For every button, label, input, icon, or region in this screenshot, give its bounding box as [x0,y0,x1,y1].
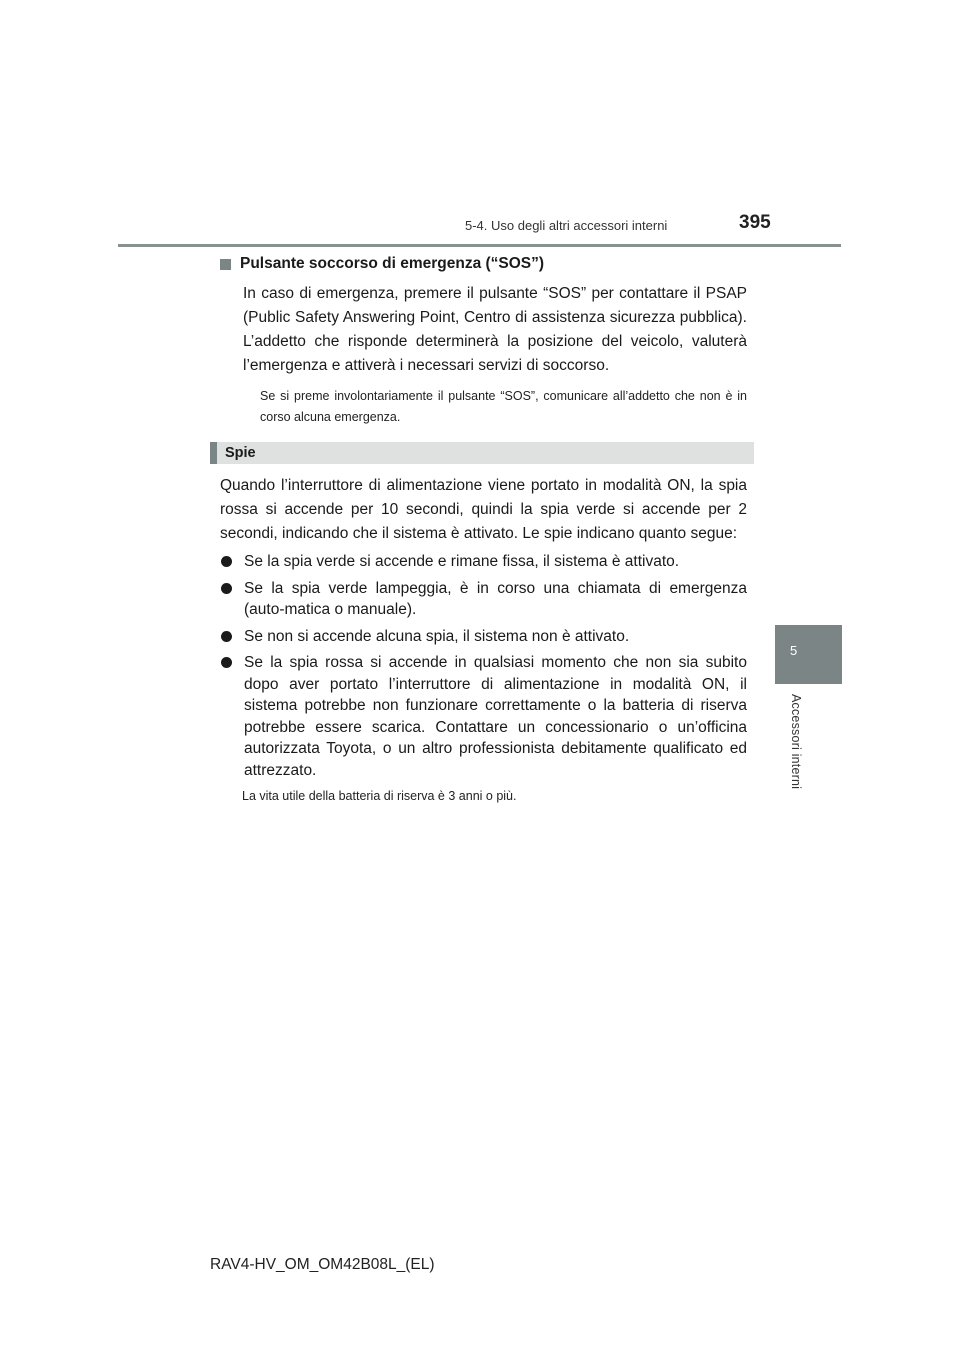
list-item [220,578,747,621]
bullet-dot-icon [221,583,232,594]
document-code: RAV4-HV_OM_OM42B08L_(EL) [210,1256,435,1273]
spie-bullet-list [220,551,747,781]
chapter-tab [775,625,842,684]
sos-note: Se si preme involontariamente il pulsante “SOS”, comunicare all’addetto che non è in corso alcuna emergenza. [260,389,747,424]
list-item [220,652,747,781]
list-item-text: Se la spia rossa si accende in qualsiasi momento che non sia subito dopo aver portato l’interruttore di alimentazione in modalità ON, il sistema potrebbe non funzionare correttamente o la batteria di riserva potrebbe essere scarica. Contattare un concessionario o un’officina autorizzata Toyota, o un altro professionista debitamente qualificato ed attrezzato. [244,654,747,779]
page-number: 395 [739,212,771,233]
sos-heading [220,252,747,276]
square-bullet-icon [220,259,231,270]
list-item-text: Se la spia verde si accende e rimane fissa, il sistema è attivato. [244,553,680,570]
bullet-dot-icon [221,657,232,668]
sos-heading-text: Pulsante soccorso di emergenza (“SOS”) [240,255,545,272]
list-item [220,551,747,573]
list-item-text: Se non si accende alcuna spia, il sistema non è attivato. [244,627,630,645]
spie-section-title: Spie [225,445,256,461]
chapter-tab-number: 5 [790,643,798,658]
list-item-text: Se la spia verde lampeggia, è in corso una chiamata di emergenza (auto-matica o manuale). [244,579,747,618]
chapter-tab-label: Accessori interni [789,694,803,790]
list-item [220,626,747,648]
page-content [220,252,747,806]
header-divider [118,244,841,247]
bullet-dot-icon [221,631,232,642]
spie-intro: Quando l’interruttore di alimentazione viene portato in modalità ON, la spia rossa si accende per 10 secondi, quindi la spia verde si accende per 2 secondi, indicando che il sistema è attivato. Le spie indicano quanto segue: [220,477,747,542]
sos-body: In caso di emergenza, premere il pulsante “SOS” per contattare il PSAP (Public Safety Answering Point, Centro di assistenza sicurezza pubblica). L’addetto che risponde determinerà la posizione del veicolo, valuterà l’emergenza e attiverà i necessari servizi di soccorso. [243,285,747,374]
bullet-dot-icon [221,556,232,567]
battery-note: La vita utile della batteria di riserva è 3 anni o più. [242,789,517,803]
header-section-title: 5-4. Uso degli altri accessori interni [465,218,668,233]
spie-section-band [210,442,754,464]
